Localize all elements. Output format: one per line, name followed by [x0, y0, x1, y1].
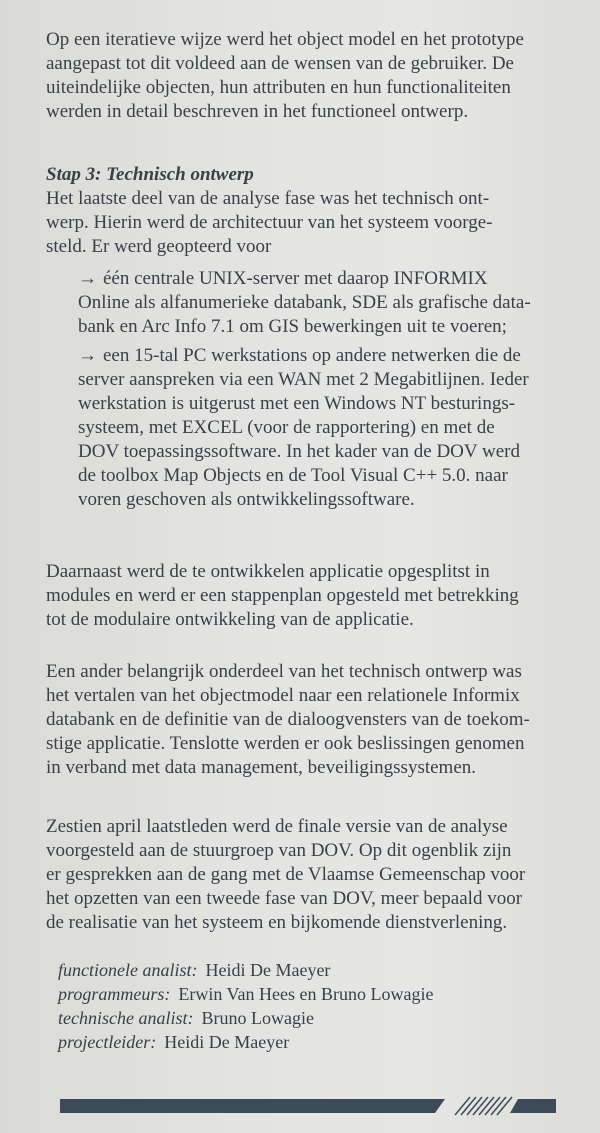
paragraph-line: modules en werd er een stappenplan opgesteld met betrekking — [46, 585, 519, 606]
paragraph-line: het opzetten van een tweede fase van DOV, meer bepaald voor — [46, 888, 523, 909]
paragraph-line: tot de modulaire ontwikkeling van de applicatie. — [46, 609, 414, 630]
credit-role: technische analist: — [58, 1008, 194, 1028]
section-body-line: Het laatste deel van de analyse fase was het technisch ont- — [46, 188, 490, 209]
paragraph-line: in verband met data management, beveiligingssystemen. — [46, 757, 477, 778]
paragraph-finale-versie — [46, 815, 576, 935]
intro-line: aangepast tot dit voldeed aan de wensen van de gebruiker. De — [46, 53, 514, 74]
bullet-line: systeem, met EXCEL (voor de rapportering) en met de — [78, 417, 495, 438]
intro-line: uiteindelijke objecten, hun attributen en hun functionaliteiten — [46, 77, 511, 98]
bullet-line: de toolbox Map Objects en de Tool Visual C++ 5.0. naar — [78, 465, 508, 486]
paragraph-line: Een ander belangrijk onderdeel van het technisch ontwerp was — [46, 661, 522, 682]
bullet-line: voren geschoven als ontwikkelingssoftware. — [78, 489, 415, 510]
bullet-line: bank en Arc Info 7.1 om GIS bewerkingen uit te voeren; — [78, 316, 507, 337]
footer-bar-left — [60, 1099, 445, 1113]
bullet-line: server aanspreken via een WAN met 2 Megabitlijnen. Ieder — [78, 369, 529, 390]
intro-line: werden in detail beschreven in het functioneel ontwerp. — [46, 101, 469, 122]
paragraph-line: voorgesteld aan de stuurgroep van DOV. Op dit ogenblik zijn — [46, 840, 512, 861]
paragraph-line: de realisatie van het systeem en bijkomende dienstverlening. — [46, 912, 508, 933]
section-body-line: steld. Er werd geopteerd voor — [46, 236, 272, 257]
paragraph-technisch-ontwerp-onderdeel — [46, 660, 576, 780]
credit-entry — [58, 958, 578, 982]
section-heading: Stap 3: Technisch ontwerp — [46, 164, 254, 185]
bullet-line: werkstation is uitgerust met een Windows NT besturings- — [78, 393, 516, 414]
credit-role: projectleider: — [58, 1032, 157, 1052]
arrow-right-icon: → — [78, 345, 97, 366]
section-body-line: werp. Hierin werd de architectuur van het systeem voorge- — [46, 212, 493, 233]
footer-hatch — [455, 1097, 512, 1115]
arrow-right-icon: → — [78, 268, 97, 289]
credits-block — [58, 958, 578, 1054]
credit-entry — [58, 1006, 578, 1030]
intro-line: Op een iteratieve wijze werd het object model en het prototype — [46, 29, 524, 50]
credit-entry — [58, 1030, 578, 1054]
bullet-item-unix-server — [78, 267, 576, 339]
credit-name: Heidi De Maeyer — [164, 1032, 290, 1052]
credit-name: Heidi De Maeyer — [205, 960, 331, 980]
paragraph-line: stige applicatie. Tenslotte werden er ook beslissingen genomen — [46, 733, 525, 754]
bullet-line: een 15-tal PC werkstations op andere netwerken die de — [103, 345, 521, 366]
footer-decoration — [60, 1093, 560, 1119]
intro-paragraph — [46, 28, 576, 124]
credit-role: functionele analist: — [58, 960, 198, 980]
paragraph-line: databank en de definitie van de dialoogvensters van de toekom- — [46, 709, 530, 730]
footer-bar-right — [510, 1099, 556, 1113]
credit-entry — [58, 982, 578, 1006]
credit-name: Erwin Van Hees en Bruno Lowagie — [178, 984, 434, 1004]
bullet-line: Online als alfanumerieke databank, SDE als grafische data- — [78, 292, 531, 313]
paragraph-line: Daarnaast werd de te ontwikkelen applicatie opgesplitst in — [46, 561, 490, 582]
credit-role: programmeurs: — [58, 984, 171, 1004]
paragraph-line: Zestien april laatstleden werd de finale versie van de analyse — [46, 816, 508, 837]
bullet-line: DOV toepassingssoftware. In het kader van de DOV werd — [78, 441, 520, 462]
bullet-item-pc-werkstations — [78, 344, 576, 512]
paragraph-applicatie-modules — [46, 560, 576, 632]
paragraph-line: er gesprekken aan de gang met de Vlaamse Gemeenschap voor — [46, 864, 526, 885]
bullet-line: één centrale UNIX-server met daarop INFORMIX — [103, 268, 488, 289]
section-technisch-ontwerp — [46, 163, 576, 259]
credit-name: Bruno Lowagie — [201, 1008, 314, 1028]
paragraph-line: het vertalen van het objectmodel naar een relationele Informix — [46, 685, 520, 706]
